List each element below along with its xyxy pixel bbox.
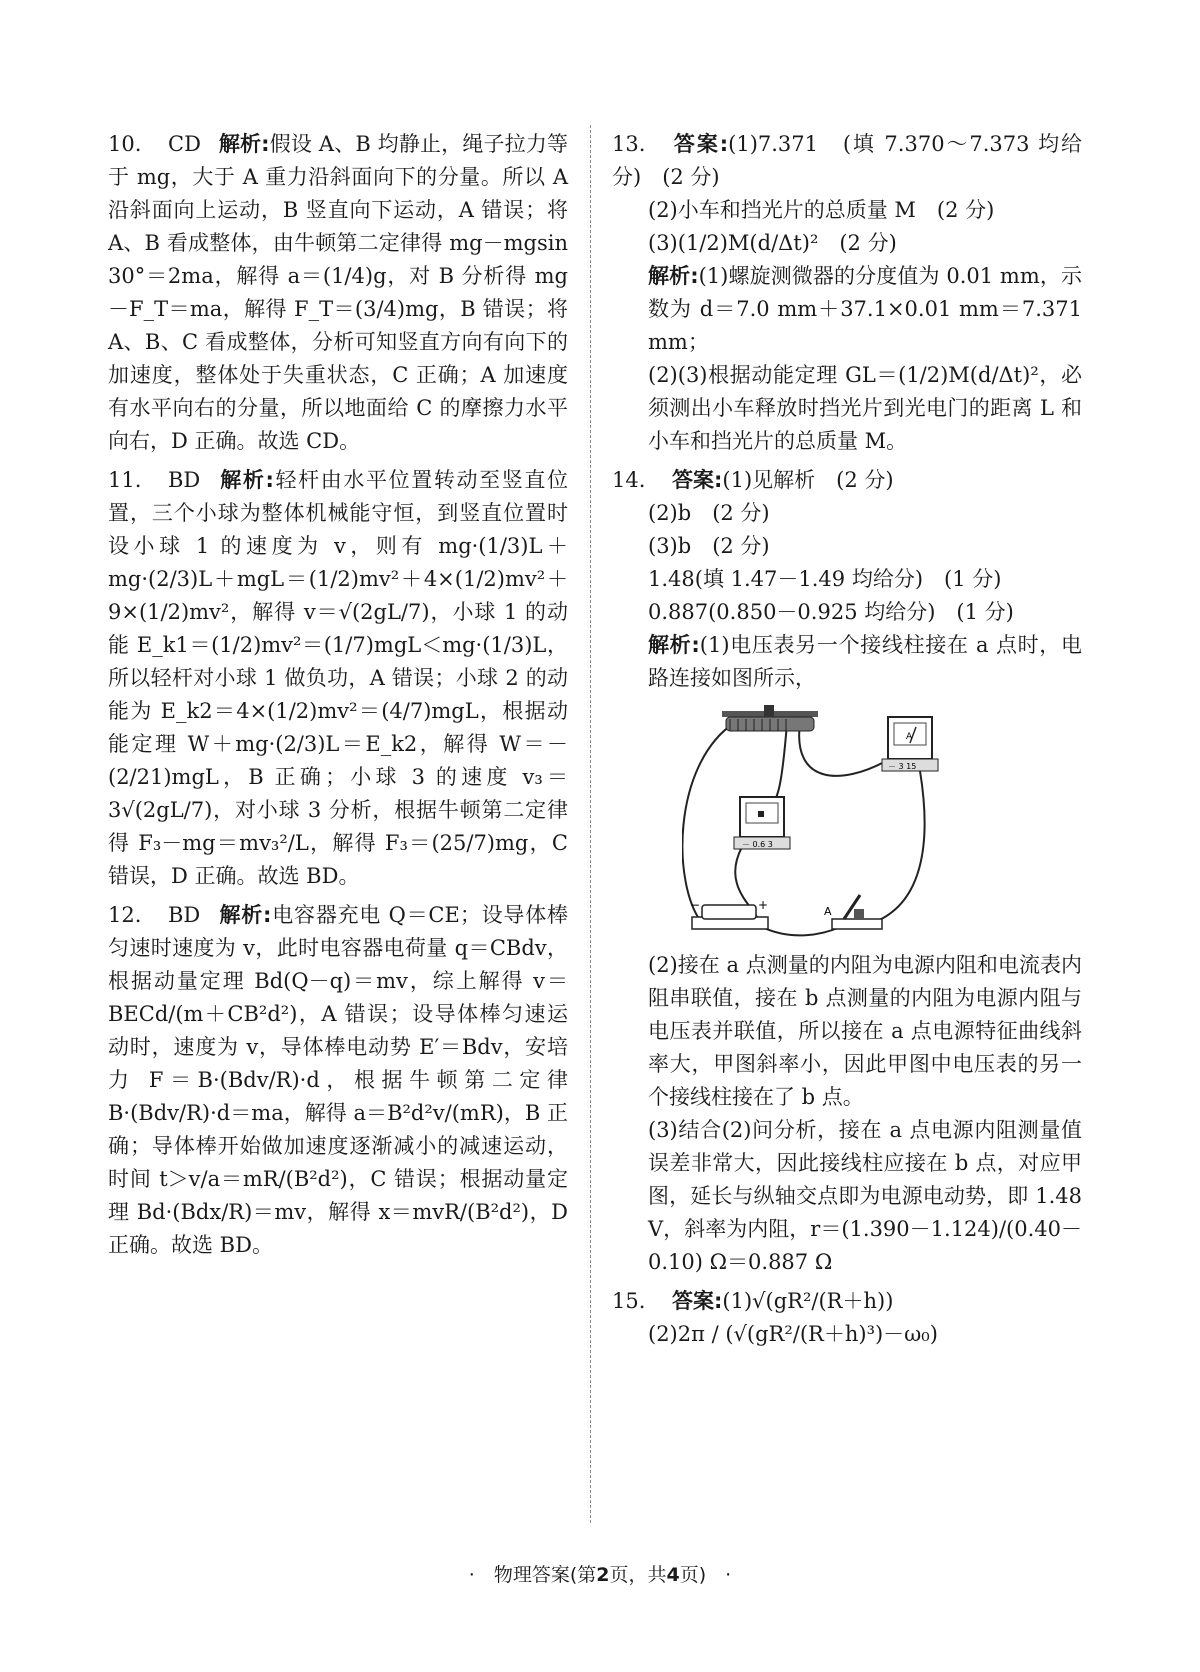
question-number: 11. <box>108 468 142 492</box>
question-number: 13. <box>612 132 646 156</box>
analysis-label: 解析: <box>220 468 274 492</box>
analysis-label: 解析: <box>648 633 700 657</box>
footer-suffix: 页) · <box>679 1564 732 1586</box>
answer-part-1: (1)见解析 (2 分) <box>722 468 894 492</box>
question-number: 15. <box>612 1289 646 1313</box>
footer-prefix: · 物理答案(第 <box>468 1564 597 1586</box>
analysis-part-2: (2)接在 a 点测量的内阻为电源内阻和电流表内阻串联值，接在 b 点测量的内阻为电源内阻与电压表并联值，所以接在 a 点电源特征曲线斜率大，甲图斜率小，因此甲图中电压表的另一个接线柱接在了 b 点。 <box>648 953 1082 1109</box>
analysis-label: 解析: <box>219 903 272 927</box>
analysis-label: 解析: <box>648 264 699 288</box>
answer-label: 答案: <box>672 468 723 492</box>
analysis-part-2: (2)(3)根据动能定理 GL＝(1/2)M(d/Δt)²，必须测出小车释放时挡光片到光电门的距离 L 和小车和挡光片的总质量 M。 <box>648 363 1082 453</box>
ammeter-label: A <box>906 732 913 742</box>
answer-part-2: (2)小车和挡光片的总质量 M (2 分) <box>648 198 995 222</box>
answer-part-5: 0.887(0.850－0.925 均给分) (1 分) <box>648 600 1014 624</box>
page-footer <box>0 1560 1200 1587</box>
battery-negative: − <box>690 898 701 912</box>
question-14 <box>612 464 1082 1279</box>
answer-part-1: (1)7.371 (填 7.370～7.373 均给分) (2 分) <box>612 132 1082 189</box>
battery <box>690 898 768 929</box>
answer-part-2: (2)2π / (√(gR²/(R＋h)³)－ω₀) <box>648 1322 938 1346</box>
wire <box>872 771 925 923</box>
rheostat <box>722 705 818 731</box>
circuit-diagram <box>682 705 942 941</box>
right-column <box>612 128 1082 1357</box>
switch <box>824 895 882 929</box>
question-answer: CD <box>168 132 201 156</box>
analysis-text: 假设 A、B 均静止，绳子拉力等于 mg，大于 A 重力沿斜面向下的分量。所以 A 沿斜面向上运动，B 竖直向下运动，A 错误；将 A、B 看成整体，由牛顿第二定律得 mg－mgsin 30°＝2ma，解得 a＝(1/4)g，对 B 分析得 mg－F_T＝ma，解得 F_T＝(3/4)mg，B 错误；将 A、B、C 看成整体，分析可知竖直方向有向下的加速度，整体处于失重状态，C 正确；A 加速度有水平向右的分量，所以地面给 C 的摩擦力水平向右，D 正确。故选 CD。 <box>108 132 568 453</box>
footer-total-pages: 4 <box>666 1564 680 1586</box>
question-13 <box>612 128 1082 458</box>
question-answer: BD <box>168 903 201 927</box>
analysis-label: 解析: <box>218 132 270 156</box>
question-answer: BD <box>168 468 201 492</box>
footer-page-number: 2 <box>596 1564 610 1586</box>
analysis-text: (1)螺旋测微器的分度值为 0.01 mm，示数为 d＝7.0 mm＋37.1×0.01 mm＝7.371 mm； <box>648 264 1082 354</box>
ammeter <box>882 717 938 771</box>
analysis-text: 电容器充电 Q＝CE；设导体棒匀速时速度为 v，此时电容器电荷量 q＝CBdv，根据动量定理 Bd(Q－q)＝mv，综上解得 v＝BECd/(m＋CB²d²)，A 错误；设导体棒匀速运动时，速度为 v，导体棒电动势 E′＝Bdv，安培力 F＝B·(Bdv/R)·d，根据牛顿第二定律 B·(Bdv/R)·d＝ma，解得 a＝B²d²v/(mR)，B 正确；导体棒开始做加速度逐渐减小的减速运动，时间 t＞v/a＝mR/(B²d²)，C 错误；根据动量定理 Bd·(Bdx/R)＝mv，解得 x＝mvR/(B²d²)，D 正确。故选 BD。 <box>108 903 568 1257</box>
question-15 <box>612 1285 1082 1351</box>
left-column <box>108 128 568 1268</box>
answer-label: 答案: <box>672 132 729 156</box>
answer-part-3: (3)b (2 分) <box>648 534 770 558</box>
answer-part-3: (3)(1/2)M(d/Δt)² (2 分) <box>648 231 897 255</box>
answer-part-1: (1)√(gR²/(R＋h)) <box>722 1289 894 1313</box>
question-number: 12. <box>108 903 142 927</box>
switch-label: A <box>824 905 832 918</box>
analysis-text: (1)电压表另一个接线柱接在 a 点时，电路连接如图所示， <box>648 633 1082 690</box>
question-number: 10. <box>108 132 142 156</box>
answer-part-2: (2)b (2 分) <box>648 501 770 525</box>
battery-positive: + <box>758 898 769 912</box>
question-12 <box>108 899 568 1262</box>
answer-label: 答案: <box>672 1289 723 1313</box>
wire <box>762 927 840 935</box>
analysis-part-1 <box>612 629 1082 695</box>
column-divider <box>590 125 591 1523</box>
ammeter-scale: － 3 15 <box>888 762 917 771</box>
voltmeter <box>734 797 790 849</box>
analysis-text: 轻杆由水平位置转动至竖直位置，三个小球为整体机械能守恒，到竖直位置时设小球 1 的速度为 v，则有 mg·(1/3)L＋mg·(2/3)L＋mgL＝(1/2)mv²＋4×(1/2)mv²＋9×(1/2)mv²，解得 v＝√(2gL/7)，小球 1 的动能 E_k1＝(1/2)mv²＝(1/7)mgL＜mg·(1/3)L，所以轻杆对小球 1 做负功，A 错误；小球 2 的动能为 E_k2＝4×(1/2)mv²＝(4/7)mgL，根据动能定理 W＋mg·(2/3)L＝E_k2，解得 W＝－(2/21)mgL，B 正确；小球 3 的速度 v₃＝3√(2gL/7)，对小球 3 分析，根据牛顿第二定律得 F₃－mg＝mv₃²/L，解得 F₃＝(25/7)mg，C 错误，D 正确。故选 BD。 <box>108 468 568 888</box>
question-number: 14. <box>612 468 646 492</box>
question-10 <box>108 128 568 458</box>
footer-middle: 页，共 <box>609 1564 667 1586</box>
voltmeter-scale: － 0.6 3 <box>742 840 773 849</box>
question-11 <box>108 464 568 893</box>
analysis-part-3: (3)结合(2)问分析，接在 a 点电源内阻测量值误差非常大，因此接线柱应接在 b 点，对应甲图，延长与纵轴交点即为电源电动势，即 1.48 V，斜率为内阻，r＝(1.390－1.124)/(0.40－0.10) Ω＝0.887 Ω <box>648 1118 1082 1274</box>
analysis-part-1 <box>612 260 1082 359</box>
wire <box>682 723 734 923</box>
answer-part-4: 1.48(填 1.47－1.49 均给分) (1 分) <box>648 567 1002 591</box>
